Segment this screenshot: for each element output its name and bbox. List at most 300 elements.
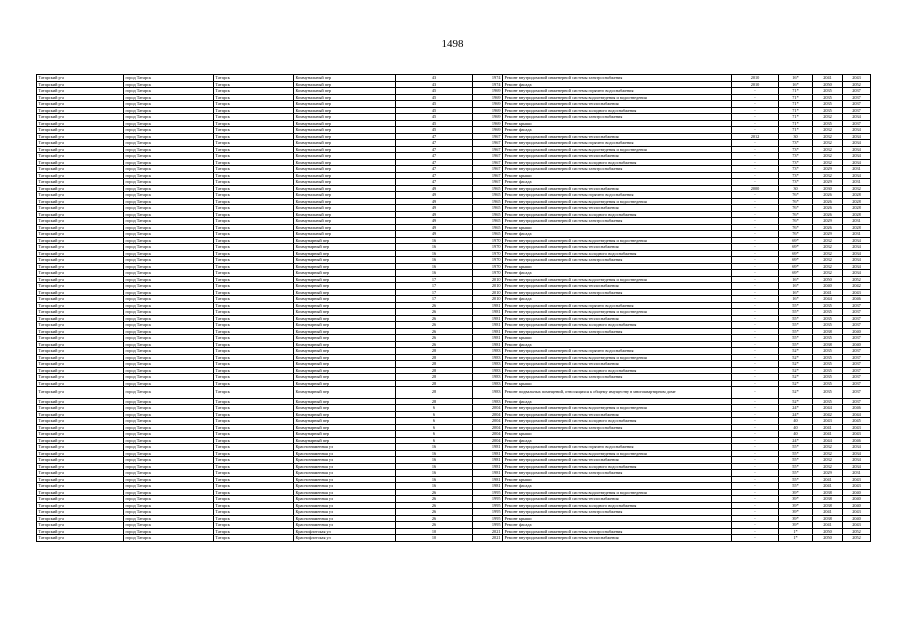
cell-plan-start-year: 2032 <box>813 140 843 147</box>
cell-build-year: 1965 <box>473 211 503 218</box>
cell-build-year: 1995 <box>473 522 503 529</box>
cell-work-type: Ремонт внутридомовой инженерной системы теплоснабжения <box>503 283 732 290</box>
cell-last-repair-year: - <box>732 140 779 147</box>
cell-house-number: 17 <box>396 283 473 290</box>
cell-plan-end-year: 2037 <box>843 367 871 374</box>
cell-work-type: Ремонт внутридомовой инженерной системы холодного водоснабжения <box>503 250 732 257</box>
cell-district: Татарский р-а <box>37 159 124 166</box>
cell-last-repair-year: - <box>732 315 779 322</box>
cell-build-year: 1981 <box>473 322 503 329</box>
cell-last-repair-year: 2010 <box>732 81 779 88</box>
cell-build-year: 1969 <box>473 107 503 114</box>
cell-work-type: Ремонт крыши <box>503 335 732 342</box>
cell-plan-start-year: 2032 <box>813 172 843 179</box>
cell-wear-percent: 73* <box>779 179 813 186</box>
cell-work-type: Ремонт внутридомовой инженерной системы электроснабжения <box>503 528 732 535</box>
cell-wear-percent: 39* <box>779 509 813 516</box>
cell-plan-end-year: 2046 <box>843 405 871 412</box>
cell-district: Татарский р-а <box>37 354 124 361</box>
cell-wear-percent: 76* <box>779 192 813 199</box>
cell-district: Татарский р-а <box>37 289 124 296</box>
cell-district: Татарский р-а <box>37 483 124 490</box>
cell-district: Татарский р-а <box>37 244 124 251</box>
cell-wear-percent: 24* <box>779 405 813 412</box>
cell-municipality: город Татарск <box>124 380 214 387</box>
cell-locality: Татарск <box>214 257 294 264</box>
cell-plan-end-year: 2052 <box>843 276 871 283</box>
cell-municipality: город Татарск <box>124 374 214 381</box>
cell-municipality: город Татарск <box>124 159 214 166</box>
cell-last-repair-year: - <box>732 463 779 470</box>
cell-municipality: город Татарск <box>124 483 214 490</box>
cell-district: Татарский р-а <box>37 166 124 173</box>
cell-work-type: Ремонт фасада <box>503 437 732 444</box>
cell-plan-end-year: 2037 <box>843 302 871 309</box>
cell-last-repair-year: - <box>732 424 779 431</box>
cell-plan-start-year: 2035 <box>813 101 843 108</box>
cell-work-type: Ремонт крыши <box>503 431 732 438</box>
cell-plan-end-year: 2052 <box>843 81 871 88</box>
cell-municipality: город Татарск <box>124 463 214 470</box>
cell-street: Коммунальный пер <box>294 231 396 238</box>
cell-house-number: 10 <box>396 535 473 542</box>
cell-build-year: 1981 <box>473 328 503 335</box>
cell-last-repair-year: - <box>732 367 779 374</box>
cell-build-year: 1981 <box>473 483 503 490</box>
cell-build-year: 1974 <box>473 75 503 82</box>
cell-build-year: 1995 <box>473 509 503 516</box>
cell-wear-percent: 76* <box>779 211 813 218</box>
cell-street: Коммунарный пер <box>294 270 396 277</box>
cell-street: Коммунарный пер <box>294 302 396 309</box>
cell-build-year: 1981 <box>473 341 503 348</box>
cell-work-type: Ремонт внутридомовой инженерной системы теплоснабжения <box>503 101 732 108</box>
cell-street: Коммунарный пер <box>294 411 396 418</box>
cell-work-type: Ремонт фасада <box>503 483 732 490</box>
cell-last-repair-year: 2012 <box>732 133 779 140</box>
cell-locality: Татарск <box>214 146 294 153</box>
cell-work-type: Ремонт внутридомовой инженерной системы холодного водоснабжения <box>503 322 732 329</box>
cell-wear-percent: 73* <box>779 140 813 147</box>
cell-last-repair-year: - <box>732 502 779 509</box>
cell-house-number: 16 <box>396 476 473 483</box>
cell-municipality: город Татарск <box>124 405 214 412</box>
cell-build-year: 1965 <box>473 218 503 225</box>
cell-wear-percent: 71* <box>779 114 813 121</box>
cell-street: Краснознаменная ул <box>294 496 396 503</box>
cell-build-year: 1995 <box>473 502 503 509</box>
cell-wear-percent: 55* <box>779 444 813 451</box>
cell-house-number: 6 <box>396 411 473 418</box>
cell-municipality: город Татарск <box>124 205 214 212</box>
table-row <box>37 387 871 399</box>
cell-house-number: 6 <box>396 418 473 425</box>
cell-house-number: 49 <box>396 185 473 192</box>
cell-house-number: 17 <box>396 289 473 296</box>
cell-house-number: 17 <box>396 276 473 283</box>
cell-wear-percent: 73* <box>779 172 813 179</box>
cell-district: Татарский р-а <box>37 341 124 348</box>
cell-last-repair-year: - <box>732 250 779 257</box>
cell-district: Татарский р-а <box>37 257 124 264</box>
cell-plan-start-year: 2042 <box>813 411 843 418</box>
cell-district: Татарский р-а <box>37 101 124 108</box>
cell-house-number: 16 <box>396 270 473 277</box>
cell-plan-start-year: 2029 <box>813 179 843 186</box>
cell-locality: Татарск <box>214 315 294 322</box>
cell-locality: Татарск <box>214 231 294 238</box>
cell-plan-start-year: 2032 <box>813 270 843 277</box>
cell-work-type: Ремонт внутридомовой инженерной системы водоотведения и водоотведения <box>503 309 732 316</box>
cell-municipality: город Татарск <box>124 509 214 516</box>
cell-last-repair-year: - <box>732 192 779 199</box>
cell-build-year: 1967 <box>473 159 503 166</box>
cell-last-repair-year: - <box>732 444 779 451</box>
cell-wear-percent: 76* <box>779 231 813 238</box>
cell-house-number: 16 <box>396 450 473 457</box>
cell-plan-start-year: 2029 <box>813 231 843 238</box>
cell-house-number: 45 <box>396 88 473 95</box>
cell-house-number: 47 <box>396 179 473 186</box>
cell-locality: Татарск <box>214 172 294 179</box>
cell-locality: Татарск <box>214 328 294 335</box>
cell-locality: Татарск <box>214 387 294 399</box>
cell-locality: Татарск <box>214 380 294 387</box>
cell-last-repair-year: - <box>732 107 779 114</box>
cell-work-type: Ремонт фасада <box>503 296 732 303</box>
page-number: 1498 <box>441 38 464 50</box>
cell-street: Краснознаменная ул <box>294 463 396 470</box>
cell-last-repair-year: - <box>732 341 779 348</box>
cell-district: Татарский р-а <box>37 509 124 516</box>
cell-build-year: 2004 <box>473 411 503 418</box>
cell-work-type: Ремонт внутридомовой инженерной системы водоотведения и водоотведения <box>503 198 732 205</box>
cell-wear-percent: 71* <box>779 101 813 108</box>
cell-wear-percent: 73* <box>779 159 813 166</box>
cell-street: Коммунарный пер <box>294 424 396 431</box>
cell-street: Коммунарный пер <box>294 296 396 303</box>
cell-locality: Татарск <box>214 179 294 186</box>
cell-last-repair-year: - <box>732 166 779 173</box>
cell-municipality: город Татарск <box>124 231 214 238</box>
cell-last-repair-year: - <box>732 496 779 503</box>
cell-wear-percent: 16* <box>779 296 813 303</box>
cell-locality: Татарск <box>214 322 294 329</box>
cell-build-year: 1967 <box>473 172 503 179</box>
cell-last-repair-year: - <box>732 263 779 270</box>
cell-district: Татарский р-а <box>37 387 124 399</box>
cell-house-number: 16 <box>396 483 473 490</box>
cell-last-repair-year: - <box>732 470 779 477</box>
cell-last-repair-year: - <box>732 283 779 290</box>
cell-house-number: 49 <box>396 224 473 231</box>
cell-build-year: 1981 <box>473 476 503 483</box>
cell-plan-start-year: 2038 <box>813 502 843 509</box>
cell-build-year: 1983 <box>473 354 503 361</box>
cell-locality: Татарск <box>214 276 294 283</box>
cell-district: Татарский р-а <box>37 127 124 134</box>
cell-build-year: 2004 <box>473 418 503 425</box>
cell-street: Краснознаменная ул <box>294 509 396 516</box>
cell-house-number: 6 <box>396 437 473 444</box>
cell-build-year: 1995 <box>473 489 503 496</box>
cell-street: Коммунальный пер <box>294 88 396 95</box>
cell-work-type: Ремонт внутридомовой инженерной системы холодного водоснабжения <box>503 367 732 374</box>
cell-plan-end-year: 2031 <box>843 231 871 238</box>
cell-wear-percent: 52* <box>779 374 813 381</box>
cell-municipality: город Татарск <box>124 367 214 374</box>
cell-locality: Татарск <box>214 431 294 438</box>
cell-municipality: город Татарск <box>124 257 214 264</box>
cell-district: Татарский р-а <box>37 302 124 309</box>
cell-wear-percent: 16* <box>779 81 813 88</box>
cell-district: Татарский р-а <box>37 153 124 160</box>
cell-street: Коммунальный пер <box>294 218 396 225</box>
cell-municipality: город Татарск <box>124 470 214 477</box>
cell-house-number: 28 <box>396 387 473 399</box>
cell-last-repair-year: 2000 <box>732 185 779 192</box>
cell-locality: Татарск <box>214 476 294 483</box>
cell-house-number: 26 <box>396 489 473 496</box>
cell-plan-end-year: 2040 <box>843 328 871 335</box>
cell-street: Коммунальный пер <box>294 101 396 108</box>
cell-build-year: 1981 <box>473 335 503 342</box>
cell-plan-end-year: 2034 <box>843 172 871 179</box>
cell-street: Коммунальный пер <box>294 81 396 88</box>
cell-street: Коммунарный пер <box>294 257 396 264</box>
cell-street: Краснознаменная ул <box>294 522 396 529</box>
cell-plan-start-year: 2041 <box>813 509 843 516</box>
cell-plan-start-year: 2035 <box>813 302 843 309</box>
cell-last-repair-year: - <box>732 94 779 101</box>
cell-plan-end-year: 2037 <box>843 348 871 355</box>
cell-last-repair-year: - <box>732 289 779 296</box>
cell-house-number: 47 <box>396 146 473 153</box>
cell-plan-start-year: 2038 <box>813 489 843 496</box>
cell-build-year: 1965 <box>473 192 503 199</box>
cell-street: Коммунарный пер <box>294 437 396 444</box>
cell-plan-start-year: 2041 <box>813 431 843 438</box>
cell-last-repair-year: - <box>732 153 779 160</box>
cell-municipality: город Татарск <box>124 489 214 496</box>
cell-locality: Татарск <box>214 133 294 140</box>
cell-district: Татарский р-а <box>37 496 124 503</box>
cell-work-type: Ремонт фасада <box>503 179 732 186</box>
cell-house-number: 28 <box>396 361 473 368</box>
cell-last-repair-year: - <box>732 159 779 166</box>
cell-district: Татарский р-а <box>37 335 124 342</box>
cell-plan-end-year: 2043 <box>843 75 871 82</box>
cell-build-year: 1981 <box>473 302 503 309</box>
cell-plan-end-year: 2028 <box>843 192 871 199</box>
cell-plan-end-year: 2034 <box>843 237 871 244</box>
cell-work-type: Ремонт внутридомовой инженерной системы теплоснабжения <box>503 535 732 542</box>
cell-district: Татарский р-а <box>37 133 124 140</box>
cell-street: Коммунальный пер <box>294 211 396 218</box>
cell-house-number: 45 <box>396 107 473 114</box>
cell-plan-end-year: 2034 <box>843 114 871 121</box>
cell-house-number: 16 <box>396 257 473 264</box>
cell-plan-end-year: 2037 <box>843 101 871 108</box>
cell-plan-start-year: 2041 <box>813 483 843 490</box>
cell-house-number: 16 <box>396 263 473 270</box>
cell-last-repair-year: - <box>732 437 779 444</box>
cell-wear-percent: 55* <box>779 328 813 335</box>
cell-district: Татарский р-а <box>37 418 124 425</box>
cell-district: Татарский р-а <box>37 348 124 355</box>
cell-house-number: 28 <box>396 398 473 405</box>
cell-locality: Татарск <box>214 502 294 509</box>
cell-build-year: 1965 <box>473 185 503 192</box>
cell-build-year: 1969 <box>473 120 503 127</box>
cell-plan-start-year: 2050 <box>813 81 843 88</box>
cell-wear-percent: 1* <box>779 535 813 542</box>
cell-build-year: 1981 <box>473 315 503 322</box>
cell-house-number: 26 <box>396 522 473 529</box>
cell-build-year: 1981 <box>473 457 503 464</box>
cell-house-number: 26 <box>396 496 473 503</box>
cell-build-year: 1970 <box>473 263 503 270</box>
cell-plan-start-year: 2029 <box>813 470 843 477</box>
cell-house-number: 47 <box>396 172 473 179</box>
cell-wear-percent: 69* <box>779 263 813 270</box>
cell-work-type: Ремонт внутридомовой инженерной системы теплоснабжения <box>503 315 732 322</box>
cell-wear-percent: 52* <box>779 354 813 361</box>
cell-work-type: Ремонт подвальных помещений, относящихся к общему имуществу в многоквартирном доме <box>503 387 732 399</box>
cell-street: Коммунарный пер <box>294 418 396 425</box>
cell-locality: Татарск <box>214 263 294 270</box>
cell-plan-end-year: 2037 <box>843 374 871 381</box>
cell-wear-percent: 24* <box>779 411 813 418</box>
cell-municipality: город Татарск <box>124 315 214 322</box>
cell-build-year: 1983 <box>473 361 503 368</box>
cell-municipality: город Татарск <box>124 185 214 192</box>
cell-work-type: Ремонт внутридомовой инженерной системы электроснабжения <box>503 470 732 477</box>
cell-district: Татарский р-а <box>37 450 124 457</box>
cell-wear-percent: 52* <box>779 387 813 399</box>
cell-municipality: город Татарск <box>124 224 214 231</box>
cell-municipality: город Татарск <box>124 354 214 361</box>
cell-plan-end-year: 2031 <box>843 470 871 477</box>
cell-wear-percent: 55* <box>779 309 813 316</box>
cell-district: Татарский р-а <box>37 224 124 231</box>
cell-house-number: 47 <box>396 153 473 160</box>
cell-plan-start-year: 2026 <box>813 198 843 205</box>
cell-house-number: 47 <box>396 159 473 166</box>
cell-house-number: 47 <box>396 133 473 140</box>
cell-plan-end-year: 2046 <box>843 296 871 303</box>
cell-plan-start-year: 2032 <box>813 250 843 257</box>
cell-build-year: 1970 <box>473 244 503 251</box>
cell-municipality: город Татарск <box>124 88 214 95</box>
cell-municipality: город Татарск <box>124 431 214 438</box>
cell-last-repair-year: - <box>732 244 779 251</box>
cell-street: Коммунарный пер <box>294 263 396 270</box>
cell-wear-percent: 39* <box>779 522 813 529</box>
cell-work-type: Ремонт внутридомовой инженерной системы теплоснабжения <box>503 244 732 251</box>
cell-house-number: 6 <box>396 424 473 431</box>
cell-last-repair-year: - <box>732 483 779 490</box>
cell-last-repair-year: - <box>732 198 779 205</box>
cell-wear-percent: 76* <box>779 218 813 225</box>
cell-wear-percent: 55* <box>779 483 813 490</box>
cell-plan-start-year: 2032 <box>813 159 843 166</box>
cell-last-repair-year: - <box>732 387 779 399</box>
cell-last-repair-year: - <box>732 398 779 405</box>
cell-municipality: город Татарск <box>124 302 214 309</box>
cell-plan-end-year: 2028 <box>843 205 871 212</box>
cell-street: Коммунарный пер <box>294 374 396 381</box>
cell-last-repair-year: - <box>732 431 779 438</box>
cell-build-year: 1983 <box>473 367 503 374</box>
cell-street: Коммунарный пер <box>294 276 396 283</box>
cell-wear-percent: 69* <box>779 270 813 277</box>
cell-locality: Татарск <box>214 398 294 405</box>
cell-wear-percent: 55* <box>779 457 813 464</box>
cell-locality: Татарск <box>214 250 294 257</box>
cell-plan-end-year: 2043 <box>843 476 871 483</box>
cell-district: Татарский р-а <box>37 315 124 322</box>
cell-locality: Татарск <box>214 341 294 348</box>
cell-locality: Татарск <box>214 107 294 114</box>
cell-build-year: 1983 <box>473 398 503 405</box>
cell-plan-start-year: 2038 <box>813 515 843 522</box>
cell-wear-percent: 71* <box>779 107 813 114</box>
cell-street: Коммунальный пер <box>294 159 396 166</box>
cell-locality: Татарск <box>214 94 294 101</box>
cell-street: Коммунальный пер <box>294 146 396 153</box>
cell-last-repair-year: - <box>732 270 779 277</box>
cell-district: Татарский р-а <box>37 88 124 95</box>
cell-locality: Татарск <box>214 535 294 542</box>
cell-street: Коммунальный пер <box>294 166 396 173</box>
cell-street: Краснознаменная ул <box>294 502 396 509</box>
cell-wear-percent: 55* <box>779 315 813 322</box>
cell-build-year: 1969 <box>473 114 503 121</box>
cell-locality: Татарск <box>214 444 294 451</box>
cell-work-type: Ремонт внутридомовой инженерной системы теплоснабжения <box>503 133 732 140</box>
cell-locality: Татарск <box>214 140 294 147</box>
cell-district: Татарский р-а <box>37 470 124 477</box>
cell-house-number: 49 <box>396 205 473 212</box>
cell-plan-end-year: 2040 <box>843 502 871 509</box>
cell-locality: Татарск <box>214 88 294 95</box>
cell-work-type: Ремонт внутридомовой инженерной системы водоотведения и водоотведения <box>503 489 732 496</box>
cell-plan-end-year: 2043 <box>843 431 871 438</box>
cell-locality: Татарск <box>214 528 294 535</box>
cell-build-year: 2010 <box>473 296 503 303</box>
cell-plan-end-year: 2037 <box>843 315 871 322</box>
cell-street: Коммунарный пер <box>294 309 396 316</box>
cell-plan-start-year: 2040 <box>813 283 843 290</box>
cell-last-repair-year: - <box>732 522 779 529</box>
cell-municipality: город Татарск <box>124 348 214 355</box>
cell-plan-end-year: 2034 <box>843 257 871 264</box>
cell-house-number: 49 <box>396 211 473 218</box>
cell-municipality: город Татарск <box>124 94 214 101</box>
cell-house-number: 26 <box>396 335 473 342</box>
cell-work-type: Ремонт внутридомовой инженерной системы теплоснабжения <box>503 205 732 212</box>
cell-house-number: 26 <box>396 309 473 316</box>
cell-work-type: Ремонт внутридомовой инженерной системы холодного водоснабжения <box>503 502 732 509</box>
cell-plan-end-year: 2037 <box>843 387 871 399</box>
cell-work-type: Ремонт фасада <box>503 398 732 405</box>
cell-build-year: 1965 <box>473 224 503 231</box>
cell-street: Коммунарный пер <box>294 335 396 342</box>
cell-street: Коммунальный пер <box>294 205 396 212</box>
cell-municipality: город Татарск <box>124 166 214 173</box>
cell-last-repair-year: - <box>732 515 779 522</box>
